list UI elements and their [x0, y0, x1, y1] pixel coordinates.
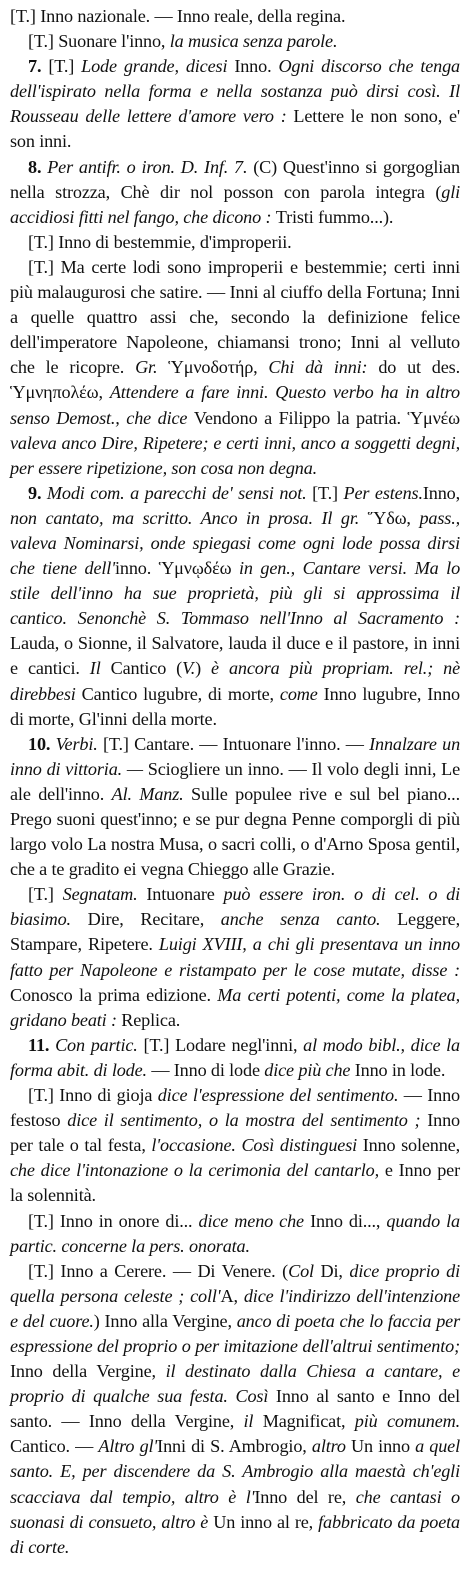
text-segment: che dice l'intonazione o la cerimonia del cantarlo, — [10, 1160, 385, 1181]
text-segment: può essere iron. o di cel. o di biasimo. — [10, 884, 460, 930]
text-segment: [T.] — [48, 56, 82, 77]
text-segment: Sulle populee rive e sul bel piano... Prego suoni quest'inno; e se pur degna Penne comporgli di più largo volo La nostra Musa, o sacri colli, o d'Arno Sposa gentil, che a te gradito ei vegna Chieggo alle Grazie. — [10, 783, 460, 880]
text-segment: Inno del re, — [254, 1486, 356, 1507]
text-segment: Segnatam. — [62, 884, 147, 905]
text-segment: do ut des. — [378, 357, 460, 378]
text-segment: a quel santo. E, per discendere da S. Ambrogio alla maestà ch'egli scacciava dal tempio, altro è l' — [10, 1436, 461, 1507]
text-segment: Inno di..., — [310, 1210, 387, 1231]
text-segment: Inno per tale o tal festa, — [10, 1110, 460, 1156]
text-segment: Leggere, Stampare, Ripetere. — [10, 909, 460, 955]
text-segment: Cantico lugubre, di morte, — [81, 683, 280, 704]
text-segment: 9. — [28, 482, 47, 503]
entry-paragraph — [10, 29, 460, 54]
entry-paragraph — [10, 155, 460, 230]
text-segment: — Inno di lode — [151, 1059, 265, 1080]
text-segment: Lettere le non sono, e' son inni. — [10, 106, 460, 152]
text-segment: ) — [195, 658, 212, 679]
text-segment: e Inno per la solennità. — [10, 1160, 460, 1206]
text-segment: Col — [288, 1260, 321, 1281]
text-segment: Ogni discorso che tenga dell'ispirato nella forma e nella sostanza può dirsi così. Il Rousseau delle lettere d'amore vero : — [10, 56, 460, 127]
text-segment: Luigi XVIII, a chi gli presentava un inno fatto per Napoleone e ristampato per le cose mutate, disse : — [10, 934, 460, 980]
text-segment: Magnificat, — [262, 1411, 355, 1432]
text-segment: Replica. — [121, 1009, 181, 1030]
entry-paragraph — [10, 54, 460, 154]
text-segment: come — [279, 683, 324, 704]
text-segment: Sciogliere un inno. — Il volo degli inni, Le ale dell'inno. — [10, 758, 461, 804]
entry-paragraph — [10, 1033, 460, 1083]
entry-paragraph — [10, 4, 460, 29]
text-segment: in gen., Cantare versi. Ma lo stile dell'inno ha sue proprietà, più gli si approssima il cantico. Senonchè S. Tommaso nell'Inno al Sacramento : — [10, 558, 461, 629]
text-segment: non cantato, ma scritto. Anco in prosa. Il gr. — [10, 507, 368, 528]
text-segment: gli accidiosi fitti nel fango, che dicono : — [10, 181, 460, 227]
text-segment: Cantico. — — [10, 1436, 99, 1457]
text-segment: A, — [220, 1285, 244, 1306]
entry-paragraph — [10, 1083, 460, 1208]
text-segment: Gr. — [135, 357, 169, 378]
text-segment: quando la partic. concerne la pers. onorata. — [10, 1210, 460, 1256]
text-segment: al modo bibl., dice la forma abit. di lode. — [10, 1034, 460, 1080]
text-segment: Inno. — [234, 56, 279, 77]
text-segment: valeva anco Dire, Ripetere; e certi inni, anco a soggetti degni, per essere ripetizione, son cosa non degna. — [10, 432, 460, 478]
text-segment: Inno, — [422, 482, 461, 503]
text-segment: Lauda, o Sionne, il Salvatore, lauda il duce e il pastore, in inni e cantici. — [10, 633, 460, 679]
text-segment: anche senza canto. — [220, 909, 398, 930]
text-segment: Intuonare — [146, 884, 224, 905]
text-segment: Un inno al re, — [213, 1511, 319, 1532]
text-segment: Per antifr. o iron. D. Inf. 7. — [47, 156, 254, 177]
text-segment: più comunem. — [354, 1411, 461, 1432]
text-segment: [T.] Inno a Cerere. — Di Venere. ( — [28, 1260, 289, 1281]
text-segment: Conosco la prima edizione. — [10, 984, 218, 1005]
text-segment: 11. — [28, 1034, 56, 1055]
text-segment: [T.] Lodare negl'inni, — [143, 1034, 304, 1055]
text-segment: Inno lugubre, Inno di morte, Gl'inni della morte. — [10, 683, 460, 729]
text-segment: dice l'indirizzo dell'intenzione e del cuore. — [10, 1285, 461, 1331]
text-segment: ) Inno alla Vergine, — [93, 1310, 237, 1331]
text-segment: il destinato dalla Chiesa a cantare, e proprio di qualche sua festa. Così — [10, 1361, 460, 1407]
text-segment: Attendere a fare inni. Questo verbo ha in altro senso Demost., che dice — [10, 382, 461, 428]
entry-paragraph — [10, 1259, 460, 1560]
text-segment: Di, — [320, 1260, 350, 1281]
text-segment: [T.] Suonare l'inno, — [28, 31, 170, 52]
text-segment: — Inno festoso — [10, 1085, 460, 1131]
text-segment: Vendono a Filippo la patria. — [193, 407, 408, 428]
text-segment: inno. — [114, 558, 159, 579]
text-segment: Ma certi potenti, come la platea, gridano beati : — [10, 984, 460, 1030]
text-segment: è ancora più propriam. rel.; nè direbbesi — [10, 658, 460, 704]
text-segment: [T.] Inno in onore di... — [28, 1210, 199, 1231]
text-segment: V. — [182, 658, 196, 679]
text-segment: Ὑμνῳδέω — [158, 558, 239, 579]
text-segment: Per estens. — [343, 482, 423, 503]
text-segment: pass., valeva Nominarsi, onde spiegasi come ogni lode possa dirsi che tiene dell' — [10, 507, 460, 579]
text-segment: fabbricato da poeta di corte. — [10, 1511, 460, 1557]
text-segment: Inno al santo e Inno del santo. — Inno della Vergine, — [10, 1386, 460, 1432]
text-segment: dice più che — [264, 1059, 355, 1080]
text-segment: Cantico ( — [110, 658, 183, 679]
text-segment: dice proprio di quella persona celeste ; coll' — [10, 1260, 461, 1306]
entry-paragraph — [10, 732, 460, 883]
text-segment: [T.] Cantare. — Intuonare l'inno. — — [102, 733, 370, 754]
text-segment: il — [243, 1411, 263, 1432]
text-segment: 7. — [28, 56, 49, 77]
entry-paragraph — [10, 1209, 460, 1259]
text-segment: Inni di S. Ambrogio, — [157, 1436, 312, 1457]
text-segment: [T.] Ma certe lodi sono improperii e bestemmie; certi inni più malaugurosi che satire. — Inni al ciuffo della Fortuna; Inni a quelle quattro assi che, secondo la definizione felice dell'imperatore Napoleone, chiamansi trono; Inni al velluto che le ricopre. — [10, 256, 460, 378]
text-segment: Al. Manz. — [111, 783, 192, 804]
text-segment: [T.] — [28, 884, 63, 905]
text-segment: [T.] Inno di bestemmie, d'improperii. — [28, 231, 292, 252]
text-segment: [T.] — [312, 482, 344, 503]
text-segment: Il — [89, 658, 111, 679]
text-segment: che cantasi o suonasi di consueto, altro è — [10, 1486, 460, 1532]
text-segment: Ὑμνοδοτήρ, — [168, 357, 269, 378]
text-segment: Inno in lode. — [354, 1059, 446, 1080]
text-segment: 10. — [28, 733, 56, 754]
text-segment: Innalzare un inno di vittoria. — — [10, 733, 461, 779]
text-segment: [T.] Inno nazionale. — Inno reale, della regina. — [10, 6, 346, 26]
entry-paragraph — [10, 481, 460, 732]
text-segment: dice il sentimento, o la mostra del sentimento ; — [67, 1110, 428, 1131]
text-segment: Dire, Recitare, — [87, 909, 221, 930]
text-segment: dice meno che — [198, 1210, 311, 1231]
text-segment: Un inno — [351, 1436, 416, 1457]
entry-paragraph — [10, 230, 460, 255]
text-segment: Inno solenne, — [362, 1135, 460, 1156]
text-segment: la musica senza parole. — [169, 31, 338, 52]
text-segment: Tristi fummo...). — [275, 206, 394, 227]
text-segment: Ὑμνηπολέω, — [10, 382, 110, 403]
text-segment: 8. — [28, 156, 48, 177]
text-segment: Altro gl' — [98, 1436, 158, 1457]
text-segment: Inno della Vergine, — [10, 1361, 166, 1382]
text-segment: (C) Quest'inno si gorgoglian nella strozza, Chè dir nol posson con parola integra ( — [10, 156, 461, 202]
text-segment: Lode grande, dicesi — [81, 56, 235, 77]
text-segment: Modi com. a parecchi de' sensi not. — [46, 482, 313, 503]
text-segment: Ὕδω, — [367, 507, 420, 528]
text-segment: l'occasione. Così distinguesi — [151, 1135, 363, 1156]
entry-paragraph — [10, 882, 460, 1033]
text-segment: Chi dà inni: — [268, 357, 379, 378]
text-segment: Ὑμνέω — [407, 407, 460, 428]
text-segment: altro — [311, 1436, 352, 1457]
text-segment: anco di poeta che lo faccia per espressione del proprio o per imitazione dell'altrui sentimento; — [10, 1310, 460, 1356]
text-segment: dice l'espressione del sentimento. — [157, 1085, 404, 1106]
text-segment: Verbi. — [55, 733, 103, 754]
text-segment: Con partic. — [55, 1034, 144, 1055]
text-segment: [T.] Inno di gioja — [28, 1085, 158, 1106]
entry-paragraph — [10, 255, 460, 481]
